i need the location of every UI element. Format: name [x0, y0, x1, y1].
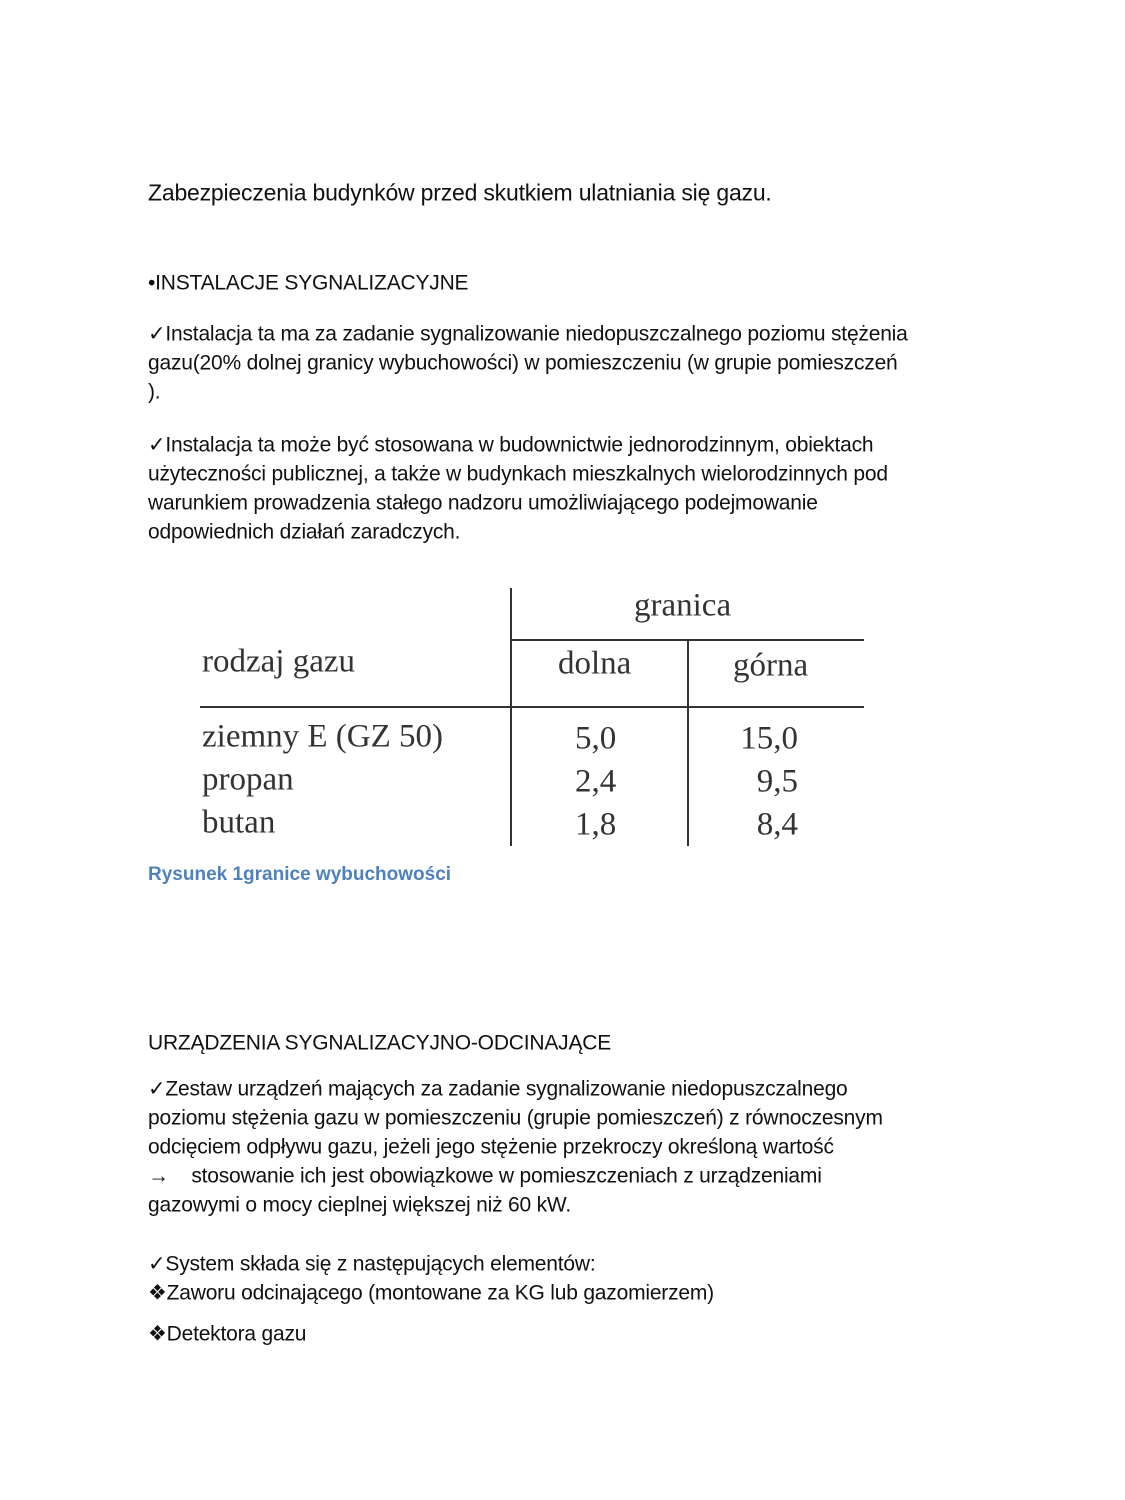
table-header-lower: dolna	[558, 645, 632, 682]
section-heading-signaling: •INSTALACJE SYGNALIZACYJNE	[148, 271, 469, 295]
list-item: ❖Zaworu odcinającego (montowane za KG lub gazomierzem)	[148, 1281, 714, 1305]
table-cell-gas: propan	[202, 761, 294, 798]
table-cell-gas: butan	[202, 804, 276, 841]
system-intro: ✓System składa się z następujących elementów:	[148, 1252, 596, 1276]
paragraph-line: gazowymi o mocy cieplnej większej niż 60 kW.	[148, 1193, 572, 1217]
table-cell-lower: 2,4	[575, 763, 617, 800]
paragraph-line: ✓Instalacja ta ma za zadanie sygnalizowanie niedopuszczalnego poziomu stężenia	[148, 322, 908, 346]
paragraph-line: ).	[148, 380, 161, 404]
paragraph-line: → stosowanie ich jest obowiązkowe w pomieszczeniach z urządzeniami	[148, 1164, 822, 1188]
table-cell-lower: 5,0	[575, 720, 617, 757]
table-rule	[511, 639, 864, 641]
table-cell-lower: 1,8	[575, 806, 617, 843]
figure-caption: Rysunek 1granice wybuchowości	[148, 864, 452, 885]
table-group-header: granica	[634, 587, 732, 624]
paragraph-line: ✓Zestaw urządzeń mających za zadanie sygnalizowanie niedopuszczalnego	[148, 1077, 848, 1101]
table-cell-upper: 9,5	[756, 763, 798, 800]
paragraph-line: poziomu stężenia gazu w pomieszczeniu (grupie pomieszczeń) z równoczesnym	[148, 1106, 883, 1130]
paragraph-line: ✓Instalacja ta może być stosowana w budownictwie jednorodzinnym, obiektach	[148, 433, 874, 457]
paragraph-line: użyteczności publicznej, a także w budynkach mieszkalnych wielorodzinnych pod	[148, 462, 888, 486]
table-cell-upper: 15,0	[740, 720, 798, 757]
list-item: ❖Detektora gazu	[148, 1322, 307, 1346]
table-header-upper: górna	[733, 647, 809, 684]
table-cell-upper: 8,4	[756, 806, 798, 843]
document-title: Zabezpieczenia budynków przed skutkiem ulatniania się gazu.	[148, 179, 772, 206]
table-divider	[687, 641, 689, 846]
paragraph-line: odcięciem odpływu gazu, jeżeli jego stężenie przekroczy określoną wartość	[148, 1135, 834, 1159]
table-header-gas: rodzaj gazu	[202, 643, 355, 680]
table-divider	[510, 588, 512, 846]
section-heading-shutoff: URZĄDZENIA SYGNALIZACYJNO-ODCINAJĄCE	[148, 1031, 612, 1055]
table-rule	[200, 706, 864, 708]
table-cell-gas: ziemny E (GZ 50)	[202, 718, 444, 755]
paragraph-line: odpowiednich działań zaradczych.	[148, 520, 461, 544]
paragraph-line: gazu(20% dolnej granicy wybuchowości) w pomieszczeniu (w grupie pomieszczeń	[148, 351, 898, 375]
paragraph-line: warunkiem prowadzenia stałego nadzoru umożliwiającego podejmowanie	[148, 491, 818, 515]
